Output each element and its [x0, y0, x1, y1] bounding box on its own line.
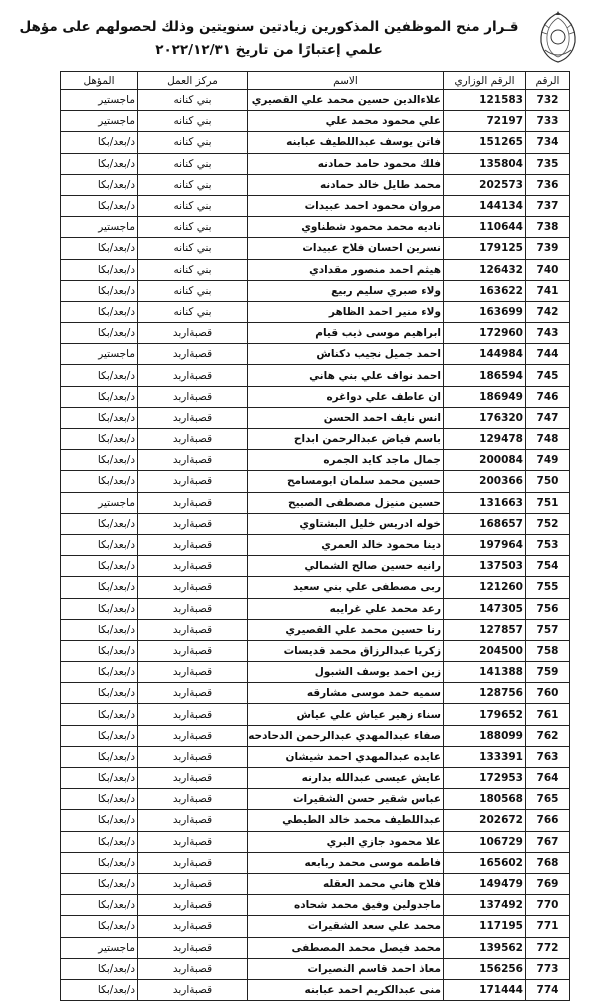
- table-row: [61, 323, 570, 344]
- cell-name: رنا حسين محمد علي القصيري: [248, 619, 444, 640]
- cell-work-center: قصبةاربد: [138, 916, 248, 937]
- cell-qualification: د/بعد/بكا: [61, 280, 138, 301]
- cell-work-center: قصبةاربد: [138, 768, 248, 789]
- cell-name: رانيه حسين صالح الشمالي: [248, 556, 444, 577]
- table-row: [61, 280, 570, 301]
- cell-qualification: د/بعد/بكا: [61, 746, 138, 767]
- cell-work-center: بني كنانه: [138, 301, 248, 322]
- cell-name: سميه حمد موسى مشارقه: [248, 683, 444, 704]
- cell-name: رعد محمد علي غرايبه: [248, 598, 444, 619]
- cell-name: فلاح هاني محمد العقله: [248, 873, 444, 894]
- cell-ministry-number: 200084: [444, 450, 526, 471]
- cell-qualification: د/بعد/بكا: [61, 386, 138, 407]
- cell-name: احمد جميل نجيب دكناش: [248, 344, 444, 365]
- table-row: [61, 386, 570, 407]
- cell-number: 774: [526, 979, 570, 1000]
- cell-work-center: بني كنانه: [138, 280, 248, 301]
- cell-number: 735: [526, 153, 570, 174]
- cell-qualification: د/بعد/بكا: [61, 768, 138, 789]
- table-row: [61, 640, 570, 661]
- table-row: [61, 90, 570, 111]
- table-row: [61, 683, 570, 704]
- cell-work-center: بني كنانه: [138, 217, 248, 238]
- cell-number: 748: [526, 429, 570, 450]
- cell-ministry-number: 133391: [444, 746, 526, 767]
- cell-name: علا محمود جازي البري: [248, 831, 444, 852]
- cell-work-center: قصبةاربد: [138, 407, 248, 428]
- cell-number: 764: [526, 768, 570, 789]
- table-row: [61, 344, 570, 365]
- table-row: [61, 577, 570, 598]
- cell-qualification: د/بعد/بكا: [61, 831, 138, 852]
- cell-work-center: قصبةاربد: [138, 895, 248, 916]
- table-row: [61, 407, 570, 428]
- cell-qualification: د/بعد/بكا: [61, 725, 138, 746]
- cell-number: 733: [526, 111, 570, 132]
- cell-number: 746: [526, 386, 570, 407]
- cell-ministry-number: 172953: [444, 768, 526, 789]
- cell-number: 749: [526, 450, 570, 471]
- cell-number: 756: [526, 598, 570, 619]
- cell-ministry-number: 106729: [444, 831, 526, 852]
- cell-name: صفاء عبدالمهدي عبدالرحمن الدحادحه: [248, 725, 444, 746]
- cell-ministry-number: 171444: [444, 979, 526, 1000]
- table-row: [61, 937, 570, 958]
- cell-qualification: د/بعد/بكا: [61, 895, 138, 916]
- cell-ministry-number: 137492: [444, 895, 526, 916]
- cell-work-center: بني كنانه: [138, 153, 248, 174]
- cell-qualification: ماجستير: [61, 492, 138, 513]
- cell-name: علي محمود محمد علي: [248, 111, 444, 132]
- cell-work-center: قصبةاربد: [138, 619, 248, 640]
- cell-qualification: د/بعد/بكا: [61, 704, 138, 725]
- cell-qualification: د/بعد/بكا: [61, 873, 138, 894]
- table-row: [61, 916, 570, 937]
- cell-work-center: قصبةاربد: [138, 725, 248, 746]
- cell-number: 770: [526, 895, 570, 916]
- cell-ministry-number: 180568: [444, 789, 526, 810]
- cell-name: منى عبدالكريم احمد عبابنه: [248, 979, 444, 1000]
- table-row: [61, 789, 570, 810]
- cell-number: 754: [526, 556, 570, 577]
- table-row: [61, 704, 570, 725]
- cell-number: 732: [526, 90, 570, 111]
- cell-qualification: د/بعد/بكا: [61, 323, 138, 344]
- cell-work-center: قصبةاربد: [138, 598, 248, 619]
- cell-work-center: قصبةاربد: [138, 556, 248, 577]
- cell-name: ابراهيم موسى ذيب قيام: [248, 323, 444, 344]
- cell-ministry-number: 156256: [444, 958, 526, 979]
- cell-work-center: بني كنانه: [138, 90, 248, 111]
- cell-number: 734: [526, 132, 570, 153]
- cell-qualification: د/بعد/بكا: [61, 513, 138, 534]
- cell-number: 755: [526, 577, 570, 598]
- cell-name: ولاء صبري سليم ربيع: [248, 280, 444, 301]
- table-row: [61, 895, 570, 916]
- cell-work-center: قصبةاربد: [138, 450, 248, 471]
- cell-qualification: د/بعد/بكا: [61, 916, 138, 937]
- table-row: [61, 217, 570, 238]
- employees-table: [60, 71, 570, 1001]
- cell-work-center: بني كنانه: [138, 195, 248, 216]
- cell-ministry-number: 202672: [444, 810, 526, 831]
- cell-name: دينا محمود خالد العمري: [248, 534, 444, 555]
- cell-work-center: قصبةاربد: [138, 365, 248, 386]
- cell-qualification: د/بعد/بكا: [61, 556, 138, 577]
- table-row: [61, 831, 570, 852]
- cell-ministry-number: 163699: [444, 301, 526, 322]
- cell-number: 771: [526, 916, 570, 937]
- cell-qualification: د/بعد/بكا: [61, 810, 138, 831]
- cell-qualification: د/بعد/بكا: [61, 534, 138, 555]
- table-row: [61, 810, 570, 831]
- table-row: [61, 598, 570, 619]
- cell-work-center: قصبةاربد: [138, 789, 248, 810]
- table-row: [61, 852, 570, 873]
- cell-ministry-number: 135804: [444, 153, 526, 174]
- table-header-row: [61, 72, 570, 90]
- table-row: [61, 174, 570, 195]
- table-row: [61, 556, 570, 577]
- cell-ministry-number: 179125: [444, 238, 526, 259]
- cell-number: 757: [526, 619, 570, 640]
- cell-qualification: د/بعد/بكا: [61, 577, 138, 598]
- cell-work-center: قصبةاربد: [138, 513, 248, 534]
- table-row: [61, 534, 570, 555]
- cell-qualification: ماجستير: [61, 217, 138, 238]
- table-row: [61, 958, 570, 979]
- cell-work-center: قصبةاربد: [138, 683, 248, 704]
- cell-ministry-number: 168657: [444, 513, 526, 534]
- cell-qualification: د/بعد/بكا: [61, 174, 138, 195]
- cell-ministry-number: 197964: [444, 534, 526, 555]
- cell-name: حسين منيزل مصطفى الصبيح: [248, 492, 444, 513]
- cell-number: 762: [526, 725, 570, 746]
- cell-ministry-number: 186594: [444, 365, 526, 386]
- cell-work-center: بني كنانه: [138, 132, 248, 153]
- column-header-qualification: المؤهل: [61, 72, 138, 90]
- cell-work-center: قصبةاربد: [138, 937, 248, 958]
- cell-work-center: قصبةاربد: [138, 471, 248, 492]
- cell-work-center: قصبةاربد: [138, 534, 248, 555]
- table-row: [61, 513, 570, 534]
- cell-ministry-number: 137503: [444, 556, 526, 577]
- cell-work-center: بني كنانه: [138, 111, 248, 132]
- column-header-number: الرقم: [526, 72, 570, 90]
- cell-name: حسين محمد سلمان ابومسامح: [248, 471, 444, 492]
- cell-ministry-number: 149479: [444, 873, 526, 894]
- table-body: [61, 90, 570, 1001]
- cell-number: 752: [526, 513, 570, 534]
- cell-name: محمد طايل خالد حمادنه: [248, 174, 444, 195]
- cell-qualification: د/بعد/بكا: [61, 640, 138, 661]
- cell-qualification: ماجستير: [61, 344, 138, 365]
- cell-qualification: ماجستير: [61, 937, 138, 958]
- cell-qualification: د/بعد/بكا: [61, 450, 138, 471]
- cell-qualification: د/بعد/بكا: [61, 598, 138, 619]
- cell-work-center: قصبةاربد: [138, 577, 248, 598]
- cell-number: 772: [526, 937, 570, 958]
- cell-ministry-number: 176320: [444, 407, 526, 428]
- cell-ministry-number: 188099: [444, 725, 526, 746]
- cell-name: عبداللطيف محمد خالد الطيطي: [248, 810, 444, 831]
- cell-name: ان عاطف علي دواغره: [248, 386, 444, 407]
- cell-name: ناديه محمد محمود شطناوي: [248, 217, 444, 238]
- cell-name: زين احمد يوسف الشبول: [248, 662, 444, 683]
- cell-work-center: قصبةاربد: [138, 746, 248, 767]
- cell-number: 736: [526, 174, 570, 195]
- cell-ministry-number: 179652: [444, 704, 526, 725]
- cell-ministry-number: 121583: [444, 90, 526, 111]
- cell-name: معاذ احمد قاسم النصيرات: [248, 958, 444, 979]
- table-row: [61, 301, 570, 322]
- cell-name: محمد فيصل محمد المصطفى: [248, 937, 444, 958]
- cell-qualification: د/بعد/بكا: [61, 683, 138, 704]
- cell-number: 766: [526, 810, 570, 831]
- table-row: [61, 746, 570, 767]
- cell-ministry-number: 163622: [444, 280, 526, 301]
- cell-work-center: قصبةاربد: [138, 492, 248, 513]
- cell-qualification: د/بعد/بكا: [61, 471, 138, 492]
- table-row: [61, 471, 570, 492]
- cell-work-center: قصبةاربد: [138, 831, 248, 852]
- table-row: [61, 238, 570, 259]
- cell-name: عباس شقير حسن الشقيرات: [248, 789, 444, 810]
- table-row: [61, 619, 570, 640]
- cell-qualification: د/بعد/بكا: [61, 365, 138, 386]
- document-title: [9, 16, 529, 62]
- cell-ministry-number: 129478: [444, 429, 526, 450]
- table-row: [61, 662, 570, 683]
- table-row: [61, 979, 570, 1000]
- cell-ministry-number: 186949: [444, 386, 526, 407]
- cell-name: ماجدولين وفيق محمد شحاده: [248, 895, 444, 916]
- cell-ministry-number: 204500: [444, 640, 526, 661]
- cell-name: عايش عيسى عبدالله بدارنه: [248, 768, 444, 789]
- cell-number: 738: [526, 217, 570, 238]
- cell-number: 773: [526, 958, 570, 979]
- cell-number: 768: [526, 852, 570, 873]
- cell-qualification: د/بعد/بكا: [61, 662, 138, 683]
- cell-work-center: قصبةاربد: [138, 323, 248, 344]
- cell-ministry-number: 151265: [444, 132, 526, 153]
- coat-of-arms-emblem: [535, 10, 581, 64]
- cell-qualification: د/بعد/بكا: [61, 132, 138, 153]
- table-row: [61, 768, 570, 789]
- cell-ministry-number: 147305: [444, 598, 526, 619]
- cell-qualification: د/بعد/بكا: [61, 259, 138, 280]
- cell-name: احمد نواف علي بني هاني: [248, 365, 444, 386]
- cell-number: 742: [526, 301, 570, 322]
- cell-qualification: د/بعد/بكا: [61, 301, 138, 322]
- cell-ministry-number: 72197: [444, 111, 526, 132]
- cell-name: خوله ادريس خليل البشتاوي: [248, 513, 444, 534]
- table-row: [61, 111, 570, 132]
- cell-qualification: د/بعد/بكا: [61, 195, 138, 216]
- cell-work-center: قصبةاربد: [138, 852, 248, 873]
- cell-number: 739: [526, 238, 570, 259]
- cell-name: انس نايف احمد الحسن: [248, 407, 444, 428]
- cell-qualification: د/بعد/بكا: [61, 407, 138, 428]
- cell-ministry-number: 144134: [444, 195, 526, 216]
- cell-qualification: د/بعد/بكا: [61, 153, 138, 174]
- cell-number: 750: [526, 471, 570, 492]
- cell-number: 741: [526, 280, 570, 301]
- cell-work-center: قصبةاربد: [138, 810, 248, 831]
- cell-number: 747: [526, 407, 570, 428]
- cell-name: فاطمه موسى محمد ربابعه: [248, 852, 444, 873]
- cell-qualification: د/بعد/بكا: [61, 789, 138, 810]
- cell-name: نسرين احسان فلاح عبيدات: [248, 238, 444, 259]
- table-row: [61, 492, 570, 513]
- cell-number: 761: [526, 704, 570, 725]
- cell-name: علاءالدين حسين محمد علي القصيري: [248, 90, 444, 111]
- cell-number: 765: [526, 789, 570, 810]
- cell-work-center: قصبةاربد: [138, 429, 248, 450]
- cell-name: محمد علي سعد الشقيرات: [248, 916, 444, 937]
- cell-number: 737: [526, 195, 570, 216]
- cell-ministry-number: 117195: [444, 916, 526, 937]
- cell-work-center: قصبةاربد: [138, 979, 248, 1000]
- cell-work-center: قصبةاربد: [138, 873, 248, 894]
- cell-ministry-number: 144984: [444, 344, 526, 365]
- cell-ministry-number: 200366: [444, 471, 526, 492]
- cell-number: 740: [526, 259, 570, 280]
- table-row: [61, 153, 570, 174]
- cell-number: 743: [526, 323, 570, 344]
- cell-name: هيثم احمد منصور مقدادي: [248, 259, 444, 280]
- cell-work-center: بني كنانه: [138, 259, 248, 280]
- cell-work-center: قصبةاربد: [138, 958, 248, 979]
- cell-ministry-number: 127857: [444, 619, 526, 640]
- table-row: [61, 195, 570, 216]
- cell-name: باسم فياض عبدالرحمن ابداح: [248, 429, 444, 450]
- cell-qualification: ماجستير: [61, 90, 138, 111]
- cell-name: ولاء منير احمد الظاهر: [248, 301, 444, 322]
- cell-work-center: قصبةاربد: [138, 386, 248, 407]
- cell-work-center: بني كنانه: [138, 174, 248, 195]
- cell-qualification: د/بعد/بكا: [61, 429, 138, 450]
- cell-ministry-number: 202573: [444, 174, 526, 195]
- cell-number: 744: [526, 344, 570, 365]
- column-header-name: الاسم: [248, 72, 444, 90]
- title-line-1: قـرار منح الموظفين المذكورين زيادتين سنويتين وذلك لحصولهم على مؤهل: [19, 19, 519, 35]
- cell-work-center: قصبةاربد: [138, 344, 248, 365]
- table-row: [61, 259, 570, 280]
- cell-number: 745: [526, 365, 570, 386]
- cell-number: 760: [526, 683, 570, 704]
- cell-number: 767: [526, 831, 570, 852]
- cell-name: زكريا عبدالرزاق محمد قديسات: [248, 640, 444, 661]
- table-row: [61, 450, 570, 471]
- cell-number: 763: [526, 746, 570, 767]
- cell-qualification: د/بعد/بكا: [61, 238, 138, 259]
- cell-ministry-number: 139562: [444, 937, 526, 958]
- cell-ministry-number: 126432: [444, 259, 526, 280]
- cell-number: 753: [526, 534, 570, 555]
- table-row: [61, 365, 570, 386]
- cell-ministry-number: 141388: [444, 662, 526, 683]
- cell-name: فلك محمود حامد حمادنه: [248, 153, 444, 174]
- cell-ministry-number: 110644: [444, 217, 526, 238]
- cell-name: ربى مصطفى علي بني سعيد: [248, 577, 444, 598]
- cell-work-center: بني كنانه: [138, 238, 248, 259]
- table-row: [61, 873, 570, 894]
- cell-qualification: د/بعد/بكا: [61, 852, 138, 873]
- table-row: [61, 725, 570, 746]
- cell-name: سناء زهير عياش علي عياش: [248, 704, 444, 725]
- column-header-ministry-number: الرقم الوزاري: [444, 72, 526, 90]
- table-row: [61, 429, 570, 450]
- cell-name: عايده عبدالمهدي احمد شيشان: [248, 746, 444, 767]
- cell-name: فاتن يوسف عبداللطيف عبابنه: [248, 132, 444, 153]
- cell-work-center: قصبةاربد: [138, 640, 248, 661]
- cell-work-center: قصبةاربد: [138, 662, 248, 683]
- cell-number: 758: [526, 640, 570, 661]
- cell-name: جمال ماجد كايد الجمره: [248, 450, 444, 471]
- cell-qualification: د/بعد/بكا: [61, 979, 138, 1000]
- cell-ministry-number: 172960: [444, 323, 526, 344]
- title-line-2: علمي إعتبارًا من تاريخ ٢٠٢٢/١٢/٣١: [155, 42, 383, 58]
- cell-qualification: ماجستير: [61, 111, 138, 132]
- cell-name: مروان محمود احمد عبيدات: [248, 195, 444, 216]
- cell-ministry-number: 128756: [444, 683, 526, 704]
- cell-qualification: د/بعد/بكا: [61, 958, 138, 979]
- cell-qualification: د/بعد/بكا: [61, 619, 138, 640]
- column-header-work-center: مركز العمل: [138, 72, 248, 90]
- cell-work-center: قصبةاربد: [138, 704, 248, 725]
- table-row: [61, 132, 570, 153]
- cell-number: 769: [526, 873, 570, 894]
- cell-number: 759: [526, 662, 570, 683]
- cell-ministry-number: 131663: [444, 492, 526, 513]
- cell-ministry-number: 165602: [444, 852, 526, 873]
- document-header: [0, 0, 595, 70]
- cell-number: 751: [526, 492, 570, 513]
- cell-ministry-number: 121260: [444, 577, 526, 598]
